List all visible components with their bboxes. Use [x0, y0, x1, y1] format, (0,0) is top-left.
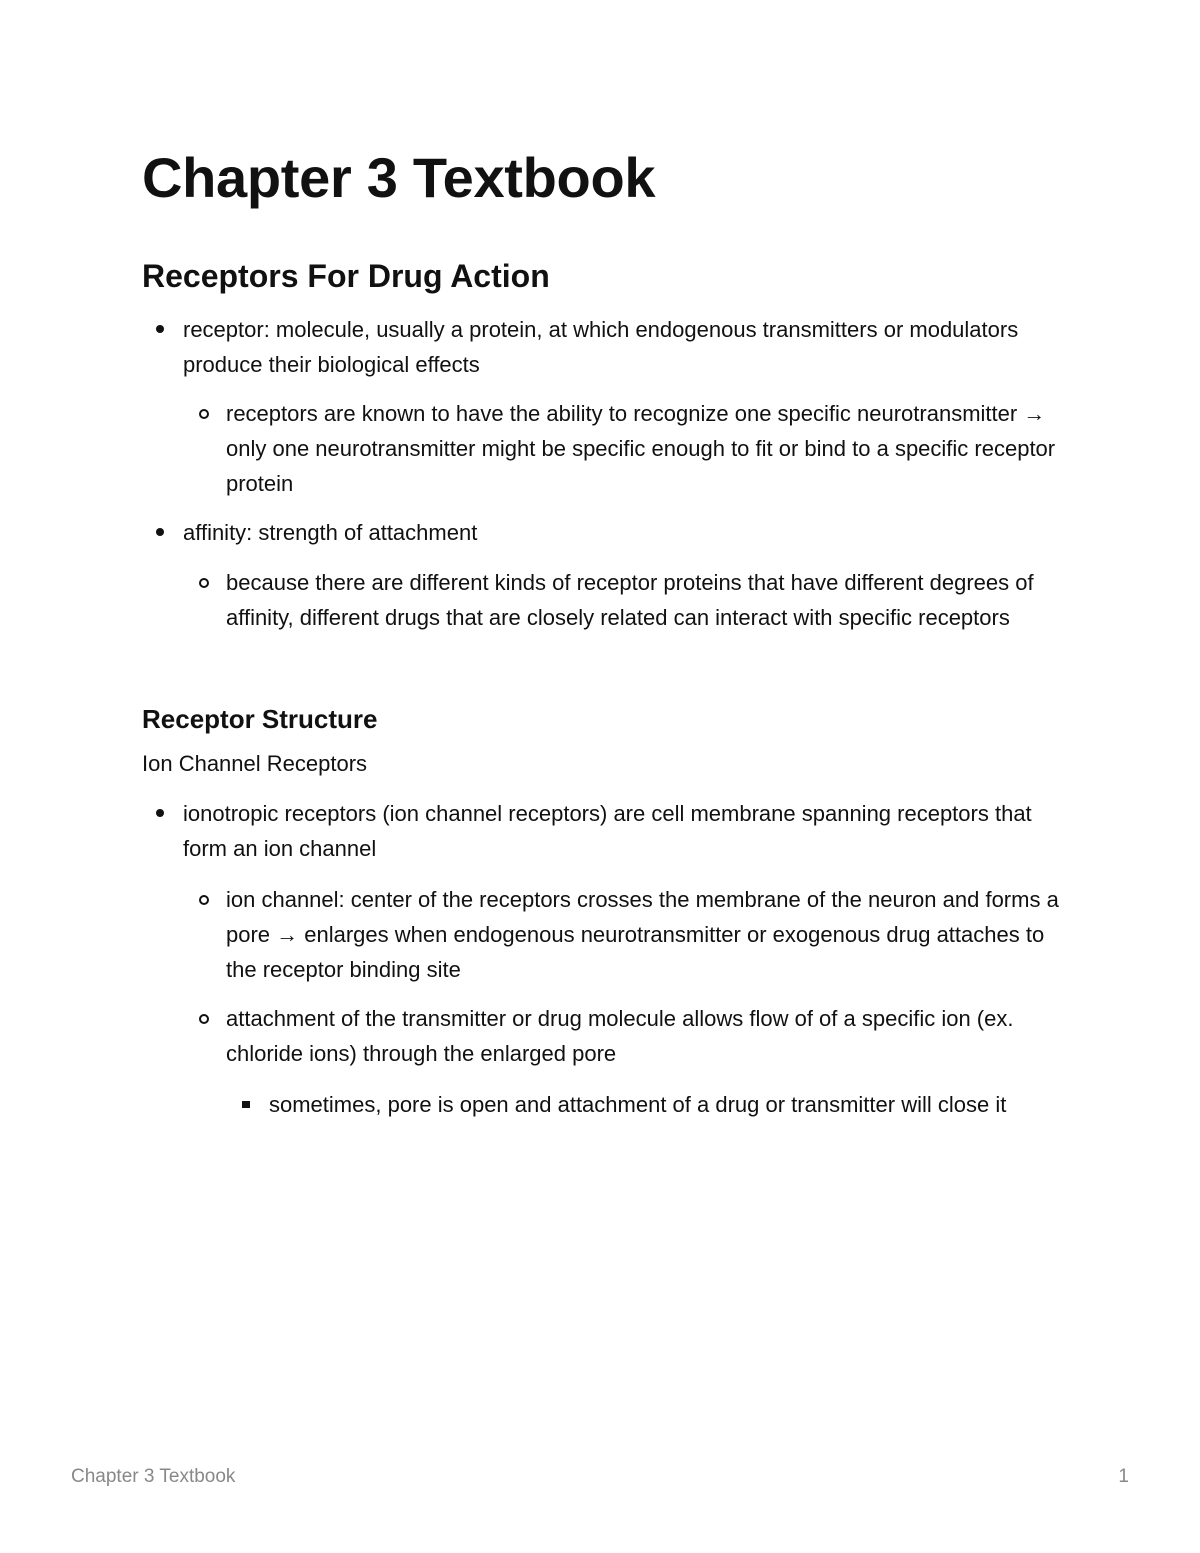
list-item-text: sometimes, pore is open and attachment of a drug or transmitter will close it: [269, 1092, 1007, 1117]
list-item-text: ion channel: center of the receptors crosses the membrane of the neuron and forms a pore → enlarges when endogenous neurotransmitter or exogenous drug attaches to the receptor binding site: [226, 887, 1059, 982]
list-item: [226, 565, 1066, 635]
bullet-circle-icon: [199, 1014, 209, 1024]
section-heading-receptor-structure: Receptor Structure: [142, 704, 378, 734]
bullet-disc-icon: [156, 528, 164, 536]
section-heading-receptors-for-drug-action: Receptors For Drug Action: [142, 258, 550, 294]
document-title: Chapter 3 Textbook: [142, 146, 656, 209]
list-item-text: affinity: strength of attachment: [183, 520, 478, 545]
list-item: [183, 796, 1063, 866]
list-item-text: receptor: molecule, usually a protein, at which endogenous transmitters or modulators produce their biological effects: [183, 317, 1019, 377]
footer-page-number: 1: [1118, 1466, 1129, 1487]
list-item: [226, 396, 1066, 501]
list-item: [226, 882, 1066, 987]
list-item-text: because there are different kinds of receptor proteins that have different degrees of affinity, different drugs that are closely related can interact with specific receptors: [226, 570, 1034, 630]
list-item-text: receptors are known to have the ability to recognize one specific neurotransmitter → only one neurotransmitter might be specific enough to fit or bind to a specific receptor protein: [226, 401, 1056, 496]
list-item: [269, 1087, 1109, 1122]
bullet-disc-icon: [156, 809, 164, 817]
list-item-text: attachment of the transmitter or drug molecule allows flow of of a specific ion (ex. chloride ions) through the enlarged pore: [226, 1006, 1014, 1066]
bullet-disc-icon: [156, 325, 164, 333]
list-item: [226, 1001, 1066, 1071]
list-item-text: ionotropic receptors (ion channel receptors) are cell membrane spanning receptors that form an ion channel: [183, 801, 1032, 861]
footer-title: Chapter 3 Textbook: [71, 1466, 236, 1487]
list-item: [183, 312, 1063, 382]
bullet-circle-icon: [199, 895, 209, 905]
list-item: [183, 515, 1063, 550]
bullet-square-icon: [242, 1101, 250, 1108]
bullet-circle-icon: [199, 578, 209, 588]
subheading-ion-channel-receptors: Ion Channel Receptors: [142, 751, 368, 776]
bullet-circle-icon: [199, 409, 209, 419]
